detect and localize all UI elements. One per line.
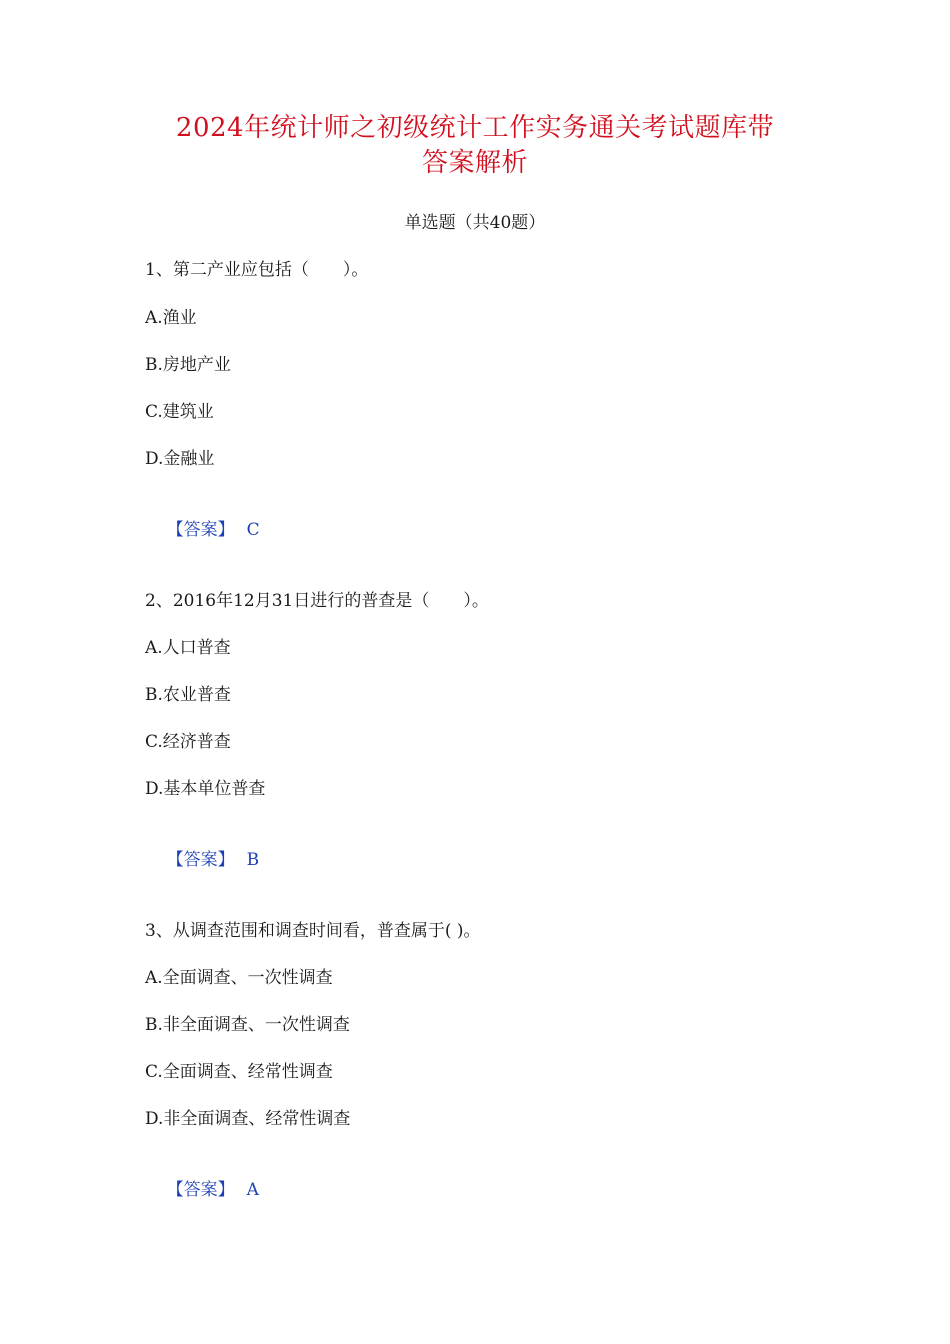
question-2-stem: 2、2016年12月31日进行的普查是（ ）。 [145, 591, 489, 611]
question-3-option-c: C.全面调查、经常性调查 [145, 1062, 333, 1082]
document-title-line-2: 答案解析 [421, 148, 528, 178]
answer-value: B [246, 850, 260, 870]
section-heading: 单选题（共40题） [404, 213, 546, 233]
answer-value: A [246, 1180, 259, 1200]
question-2-option-a: A.人口普查 [145, 638, 231, 658]
question-2-option-d: D.基本单位普查 [145, 779, 266, 799]
document-title-line-1: 2024年统计师之初级统计工作实务通关考试题库带 [175, 113, 775, 143]
question-3-option-b: B.非全面调查、一次性调查 [145, 1015, 350, 1035]
question-3-option-d: D.非全面调查、经常性调查 [145, 1109, 351, 1129]
question-1-option-a: A.渔业 [145, 308, 197, 328]
question-1-option-d: D.金融业 [145, 449, 215, 469]
answer-label: 【答案】 [166, 1180, 235, 1200]
answer-value: C [246, 520, 260, 540]
answer-label: 【答案】 [166, 520, 235, 540]
question-1-option-c: C.建筑业 [145, 402, 214, 422]
question-1-stem: 1、第二产业应包括（ ）。 [145, 260, 369, 280]
question-3-stem: 3、从调查范围和调查时间看，普查属于( )。 [145, 921, 481, 941]
question-1-answer [145, 494, 260, 566]
question-2-option-c: C.经济普查 [145, 732, 231, 752]
question-2-option-b: B.农业普查 [145, 685, 231, 705]
answer-label: 【答案】 [166, 850, 235, 870]
question-3-answer [145, 1154, 259, 1226]
question-1-option-b: B.房地产业 [145, 355, 231, 375]
question-3-option-a: A.全面调查、一次性调查 [145, 968, 333, 988]
question-2-answer [145, 824, 259, 896]
